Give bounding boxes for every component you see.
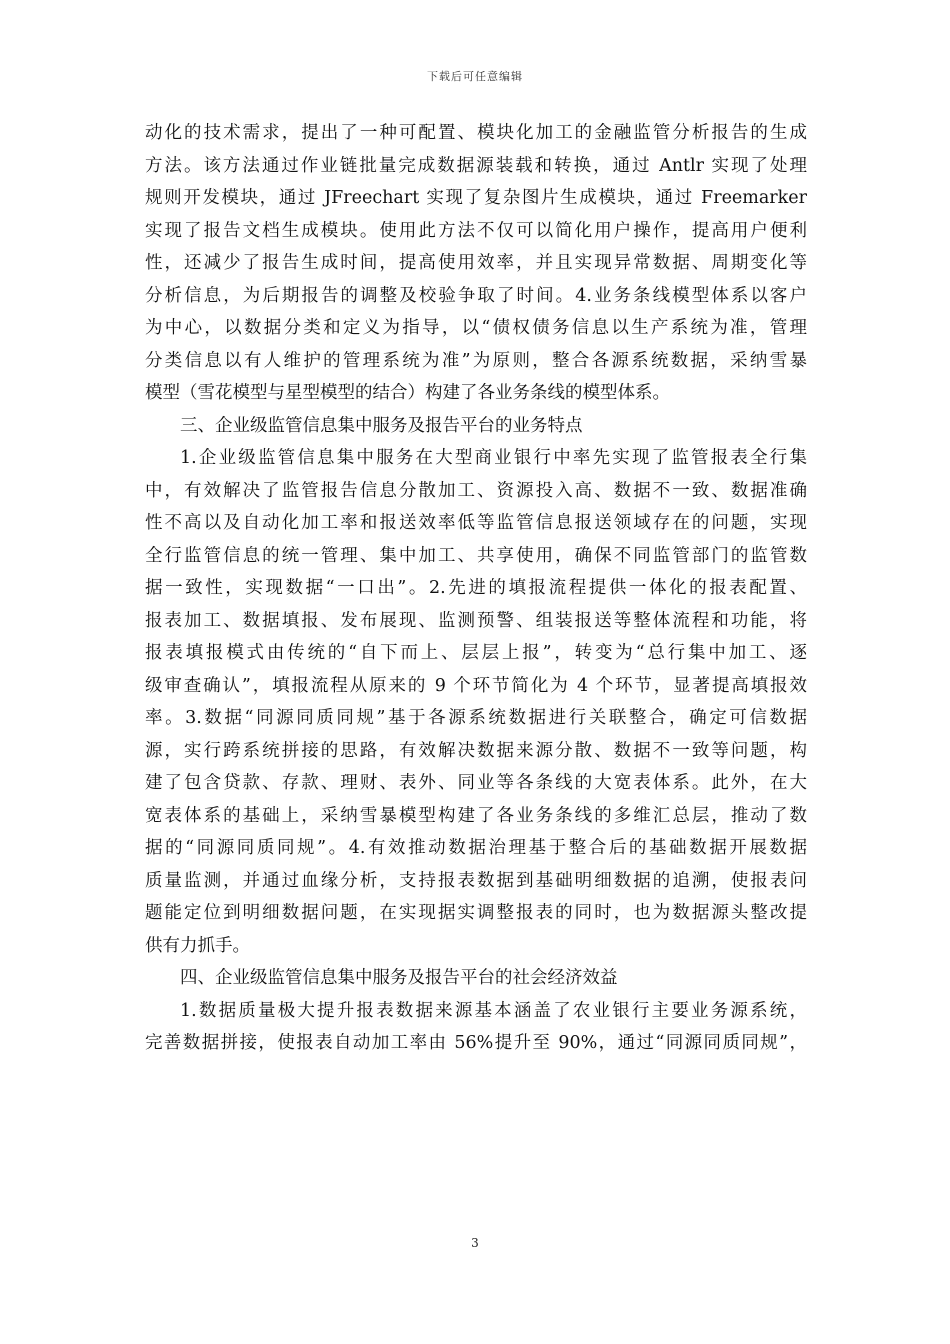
text-line: 分类信息以有人维护的管理系统为准”为原则，整合各源系统数据，采纳雪暴 [145,350,807,371]
text-line: 源，实行跨系统拼接的思路，有效解决数据来源分散、数据不一致等问题，构 [145,740,807,761]
text-line: 为中心，以数据分类和定义为指导，以“债权债务信息以生产系统为准，管理 [145,318,807,338]
text-line: 据的“同源同质同规”。4.有效推动数据治理基于整合后的基础数据开展数据 [145,838,807,858]
section-heading: 四、企业级监管信息集中服务及报告平台的社会经济效益 [180,968,618,988]
text-line: 1.数据质量极大提升报表数据来源基本涵盖了农业银行主要业务源系统， [180,1000,807,1021]
text-line: 动化的技术需求，提出了一种可配置、模块化加工的金融监管分析报告的生成 [145,123,807,143]
text-line: 中，有效解决了监管报告信息分散加工、资源投入高、数据不一致、数据准确 [145,480,807,501]
text-line: 全行监管信息的统一管理、集中加工、共享使用，确保不同监管部门的监管数 [145,545,807,566]
text-line: 建了包含贷款、存款、理财、表外、同业等各条线的大宽表体系。此外，在大 [145,773,807,793]
text-line: 供有力抓手。 [145,935,250,956]
text-line: 据一致性，实现数据“一口出”。2.先进的填报流程提供一体化的报表配置、 [145,578,807,598]
page-header: 下载后可任意编辑 [427,70,523,83]
page-number: 3 [471,1236,479,1250]
text-line: 规则开发模块，通过 JFreechart 实现了复杂图片生成模块，通过 Freemarker [145,188,807,208]
text-line: 1.企业级监管信息集中服务在大型商业银行中率先实现了监管报表全行集 [180,448,807,468]
body-text [145,117,807,1060]
text-line: 报表加工、数据填报、发布展现、监测预警、组装报送等整体流程和功能，将 [145,610,807,631]
text-line: 分析信息，为后期报告的调整及校验争取了时间。4.业务条线模型体系以客户 [145,285,807,306]
text-line: 宽表体系的基础上，采纳雪暴模型构建了各业务条线的多维汇总层，推动了数 [145,805,807,826]
text-line: 报表填报模式由传统的“自下而上、层层上报”，转变为“总行集中加工、逐 [145,643,807,663]
text-line: 实现了报告文档生成模块。使用此方法不仅可以简化用户操作，提高用户便利 [145,220,807,241]
text-line: 性，还减少了报告生成时间，提高使用效率，并且实现异常数据、周期变化等 [145,253,807,273]
text-line: 级审查确认”，填报流程从原来的 9 个环节简化为 4 个环节，显著提高填报效 [145,675,807,696]
section-heading: 三、企业级监管信息集中服务及报告平台的业务特点 [180,415,583,436]
text-line: 性不高以及自动化加工率和报送效率低等监管信息报送领域存在的问题，实现 [145,513,807,533]
text-line: 题能定位到明细数据问题，在实现据实调整报表的同时，也为数据源头整改提 [145,903,807,923]
text-line: 模型（雪花模型与星型模型的结合）构建了各业务条线的模型体系。 [145,383,670,403]
text-line: 方法。该方法通过作业链批量完成数据源装载和转换，通过 Antlr 实现了处理 [145,155,807,176]
text-line: 质量监测，并通过血缘分析，支持报表数据到基础明细数据的追溯，使报表问 [145,870,807,891]
text-line: 率。3.数据“同源同质同规”基于各源系统数据进行关联整合，确定可信数据 [145,708,807,728]
text-line: 完善数据拼接，使报表自动加工率由 56%提升至 90%，通过“同源同质同规”， [145,1033,807,1053]
